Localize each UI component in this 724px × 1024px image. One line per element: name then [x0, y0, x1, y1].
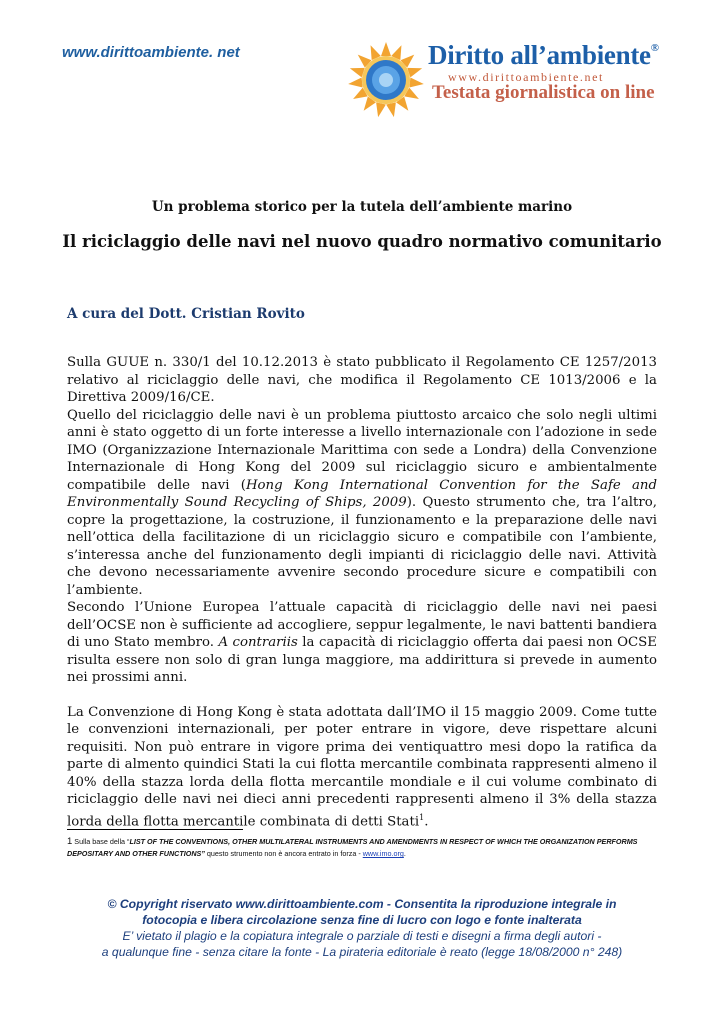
logo-url: www.dirittoambiente.net	[448, 70, 604, 84]
logo-subtitle: Testata giornalistica on line	[432, 82, 655, 103]
site-url[interactable]: www.dirittoambiente. net	[62, 44, 240, 61]
site-logo	[344, 40, 664, 120]
paragraph: Secondo l’Unione Europea l’attuale capacità di riciclaggio delle navi nei paesi dell’OCSE non è sufficiente ad accogliere, seppur legalmente, le navi battenti bandiera di uno Stato membro. A contrariis la capacità di riciclaggio offerta dai paesi non OCSE risulta essere non solo di gran lunga maggiore, ma addirittura si prevede in aumento nei prossimi anni.	[67, 600, 657, 685]
paragraph: La Convenzione di Hong Kong è stata adottata dall’IMO il 15 maggio 2009. Come tutte le convenzioni internazionali, per poter entrare in vigore, deve rispettare alcuni requisiti. Non può entrare in vigore prima dei ventiquattro mesi dopo la ratifica da parte di almento quindici Stati la cui flotta mercantile combinata rappresenti almeno il 40% della stazza lorda della flotta mercantile mondiale e il cui volume combinato di riciclaggio delle navi nei dieci anni precedenti rappresenti almeno il 3% della stazza lorda della flotta mercantile combinata di detti Stati$^1$.	[67, 704, 657, 829]
copyright-notice: © Copyright riservato www.dirittoambiente.com - Consentita la riproduzione integrale in fotocopia e libera circolazione senza fine di lucro con logo e fonte inalterata E’ vietato il plagio e la copiatura integrale o parziale di testi e disegni a firma degli autori - a qualunque fine - senza citare la fonte - La pirateria editoriale è reato (legge 18/08/2000 n° 248)	[101, 897, 623, 959]
sun-globe-icon	[344, 40, 428, 120]
footnote-link[interactable]: www.imo.org	[362, 849, 404, 858]
logo-title: Diritto all’ambiente®	[428, 40, 659, 70]
footnote: 1 Sulla base della “LIST OF THE CONVENTIONS, OTHER MULTILATERAL INSTRUMENTS AND AMENDMENTS IN RESPECT OF WHICH THE ORGANIZATION PERFORMS DEPOSITARY AND OTHER FUNCTIONS” questo strumento non è ancora entrato in forza - www.imo.org.	[67, 836, 638, 858]
footnote-divider	[67, 829, 243, 830]
article-body	[67, 354, 657, 830]
article-kicker: Un problema storico per la tutela dell’ambiente marino	[151, 199, 573, 215]
article-byline: A cura del Dott. Cristian Rovito	[67, 306, 305, 322]
paragraph: Quello del riciclaggio delle navi è un problema piuttosto arcaico che solo negli ultimi anni è stato oggetto di un forte interesse a livello internazionale con l’adozione in sede IMO (Organizzazione Internazionale Marittima con sede a Londra) della Convenzione Internazionale di Hong Kong del 2009 sul riciclaggio sicuro e ambientalmente compatibile delle navi (Hong Kong International Convention for the Safe and Environmentally Sound Recycling of Ships, 2009). Questo strumento che, tra l’altro, copre la progettazione, la costruzione, il funzionamento e la preparazione delle navi nell’ottica della facilitazione di un riciclaggio sicuro e compatibile con l’ambiente, s’interessa anche del funzionamento degli impianti di riciclaggio delle navi. Attività che devono necessariamente avvenire secondo procedure sicure e compatibili con l’ambiente.	[67, 407, 657, 598]
footnote-ref[interactable]: 1	[419, 812, 425, 822]
article-title: Il riciclaggio delle navi nel nuovo quadro normativo comunitario	[62, 232, 662, 251]
paragraph: Sulla GUUE n. 330/1 del 10.12.2013 è stato pubblicato il Regolamento CE 1257/2013 relativo al riciclaggio delle navi, che modifica il Regolamento CE 1013/2006 e la Direttiva 2009/16/CE.	[67, 355, 657, 405]
